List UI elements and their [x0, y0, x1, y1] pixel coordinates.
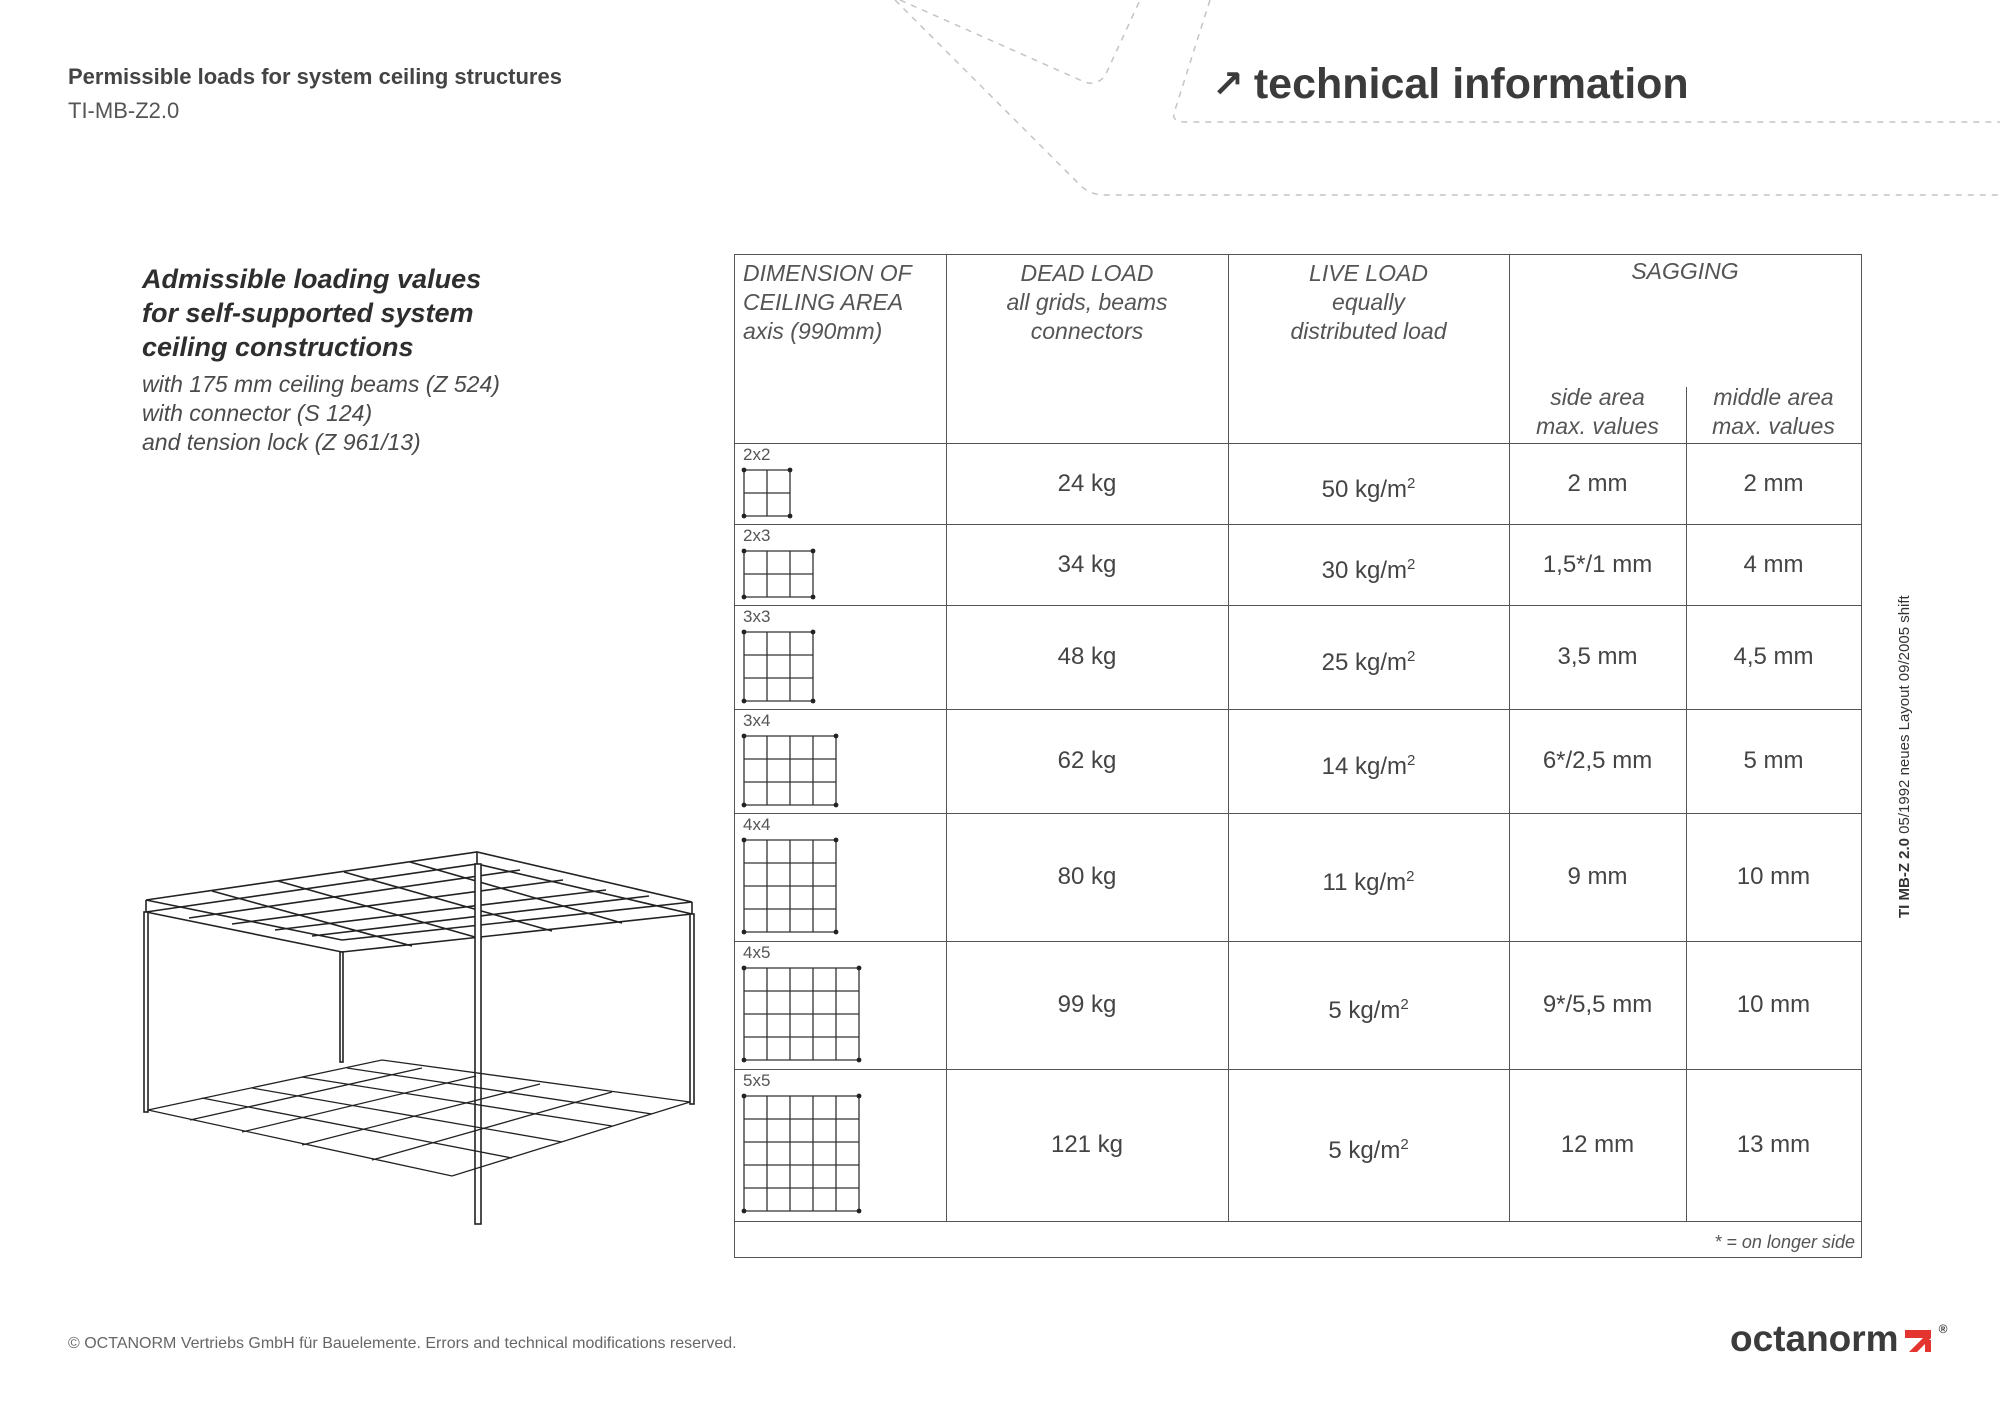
- column-divider: [1686, 387, 1687, 1221]
- copyright-notice: © OCTANORM Vertriebs GmbH für Bauelemente. Errors and technical modifications reserved.: [68, 1335, 737, 1352]
- grid-2x2-icon: [741, 467, 793, 519]
- table-footnote: * = on longer side: [1714, 1232, 1855, 1252]
- row-divider: [735, 443, 1861, 444]
- grid-5x5-icon: [741, 1093, 862, 1214]
- row-divider: [735, 605, 1861, 606]
- row-divider: [735, 941, 1861, 942]
- section-heading-line: Admissible loading values: [142, 264, 482, 294]
- sagging-side-value: 9*/5,5 mm: [1542, 991, 1653, 1018]
- section-heading-line: for self-supported system: [142, 298, 474, 328]
- version-history: 05/1992 neues Layout 09/2005 shift: [1896, 595, 1913, 838]
- row-divider: [735, 709, 1861, 710]
- live-load-value: 14 $kg/m^2$: [1321, 752, 1416, 780]
- row-divider: [735, 813, 1861, 814]
- header-live-load: LIVE LOAD equally distributed load: [1290, 260, 1447, 344]
- document-code: TI-MB-Z2.0: [68, 98, 180, 123]
- dead-load-value: 48 kg: [1057, 643, 1117, 670]
- dimension-label: 4x4: [743, 815, 771, 834]
- grid-4x5-icon: [741, 965, 862, 1063]
- octanorm-logo: [1730, 1318, 1947, 1360]
- live-load-value: 5 $kg/m^2$: [1328, 996, 1409, 1024]
- arrow-icon: ↗: [1212, 64, 1244, 106]
- column-divider: [946, 255, 947, 1221]
- sagging-middle-value: 10 mm: [1736, 991, 1811, 1018]
- sagging-middle-value: 5 mm: [1743, 747, 1804, 774]
- document-title: Permissible loads for system ceiling structures: [68, 64, 562, 89]
- live-load-value: 11 $kg/m^2$: [1322, 868, 1415, 896]
- dimension-label: 2x2: [743, 445, 771, 464]
- load-table: [734, 254, 1862, 1258]
- dead-load-value: 99 kg: [1057, 991, 1117, 1018]
- version-code: TI MB-Z 2.0: [1896, 837, 1913, 918]
- row-divider: [735, 524, 1861, 525]
- dead-load-value: 121 kg: [1050, 1131, 1124, 1158]
- component-note: and tension lock (Z 961/13): [142, 429, 421, 455]
- sagging-side-value: 9 mm: [1567, 863, 1628, 890]
- document-version-note: [1896, 588, 1920, 918]
- sagging-middle-value: 2 mm: [1743, 469, 1804, 497]
- dimension-label: 4x5: [743, 943, 771, 962]
- sagging-side-value: 1,5*/1 mm: [1542, 550, 1653, 578]
- logo-text: octanorm: [1730, 1318, 1899, 1359]
- sagging-middle-value: 4 mm: [1743, 550, 1804, 578]
- header-sagging: SAGGING: [1631, 258, 1739, 284]
- dead-load-value: 62 kg: [1057, 747, 1117, 774]
- grid-2x3-icon: [741, 548, 816, 600]
- live-load-value: 30 $kg/m^2$: [1321, 555, 1416, 584]
- row-divider: [735, 1221, 1861, 1222]
- column-divider: [1228, 255, 1229, 1221]
- header-side-area: side area max. values: [1536, 384, 1659, 439]
- header-dimension: DIMENSION OF CEILING AREA axis (990mm): [743, 260, 912, 344]
- component-note: with 175 mm ceiling beams (Z 524): [142, 371, 500, 397]
- grid-3x4-icon: [741, 733, 839, 808]
- component-notes: [142, 370, 500, 457]
- row-divider: [735, 1069, 1861, 1070]
- sagging-middle-value: 10 mm: [1736, 863, 1811, 890]
- dead-load-value: 80 kg: [1057, 863, 1117, 890]
- component-note: with connector (S 124): [142, 400, 373, 426]
- section-heading: [142, 262, 481, 364]
- live-load-value: 5 $kg/m^2$: [1328, 1136, 1409, 1164]
- dead-load-value: 34 kg: [1057, 550, 1117, 578]
- registered-mark: ®: [1938, 1322, 1948, 1336]
- header-dead-load: DEAD LOAD all grids, beams connectors: [1006, 260, 1168, 344]
- sagging-side-value: 6*/2,5 mm: [1542, 747, 1653, 774]
- dimension-label: 2x3: [743, 526, 771, 545]
- brand-header: [1212, 60, 1689, 109]
- grid-4x4-icon: [741, 837, 839, 935]
- dead-load-value: 24 kg: [1057, 469, 1117, 497]
- dimension-label: 5x5: [743, 1071, 771, 1090]
- ceiling-structure-illustration: [142, 840, 702, 1230]
- brand-header-text: technical information: [1253, 60, 1689, 108]
- grid-3x3-icon: [741, 629, 816, 704]
- header-middle-area: middle area max. values: [1712, 384, 1835, 439]
- sagging-middle-value: 13 mm: [1736, 1131, 1811, 1158]
- live-load-value: 25 $kg/m^2$: [1321, 648, 1416, 676]
- dimension-label: 3x3: [743, 607, 771, 626]
- section-heading-line: ceiling constructions: [142, 332, 414, 362]
- dimension-label: 3x4: [743, 711, 771, 730]
- sagging-side-value: 2 mm: [1567, 469, 1628, 497]
- sagging-side-value: 12 mm: [1560, 1131, 1635, 1158]
- header-decoration: [0, 0, 2000, 200]
- sagging-middle-value: 4,5 mm: [1733, 643, 1814, 670]
- logo-mark-icon: [1905, 1326, 1939, 1352]
- live-load-value: 50 $kg/m^2$: [1321, 474, 1416, 503]
- sagging-side-value: 3,5 mm: [1557, 643, 1638, 670]
